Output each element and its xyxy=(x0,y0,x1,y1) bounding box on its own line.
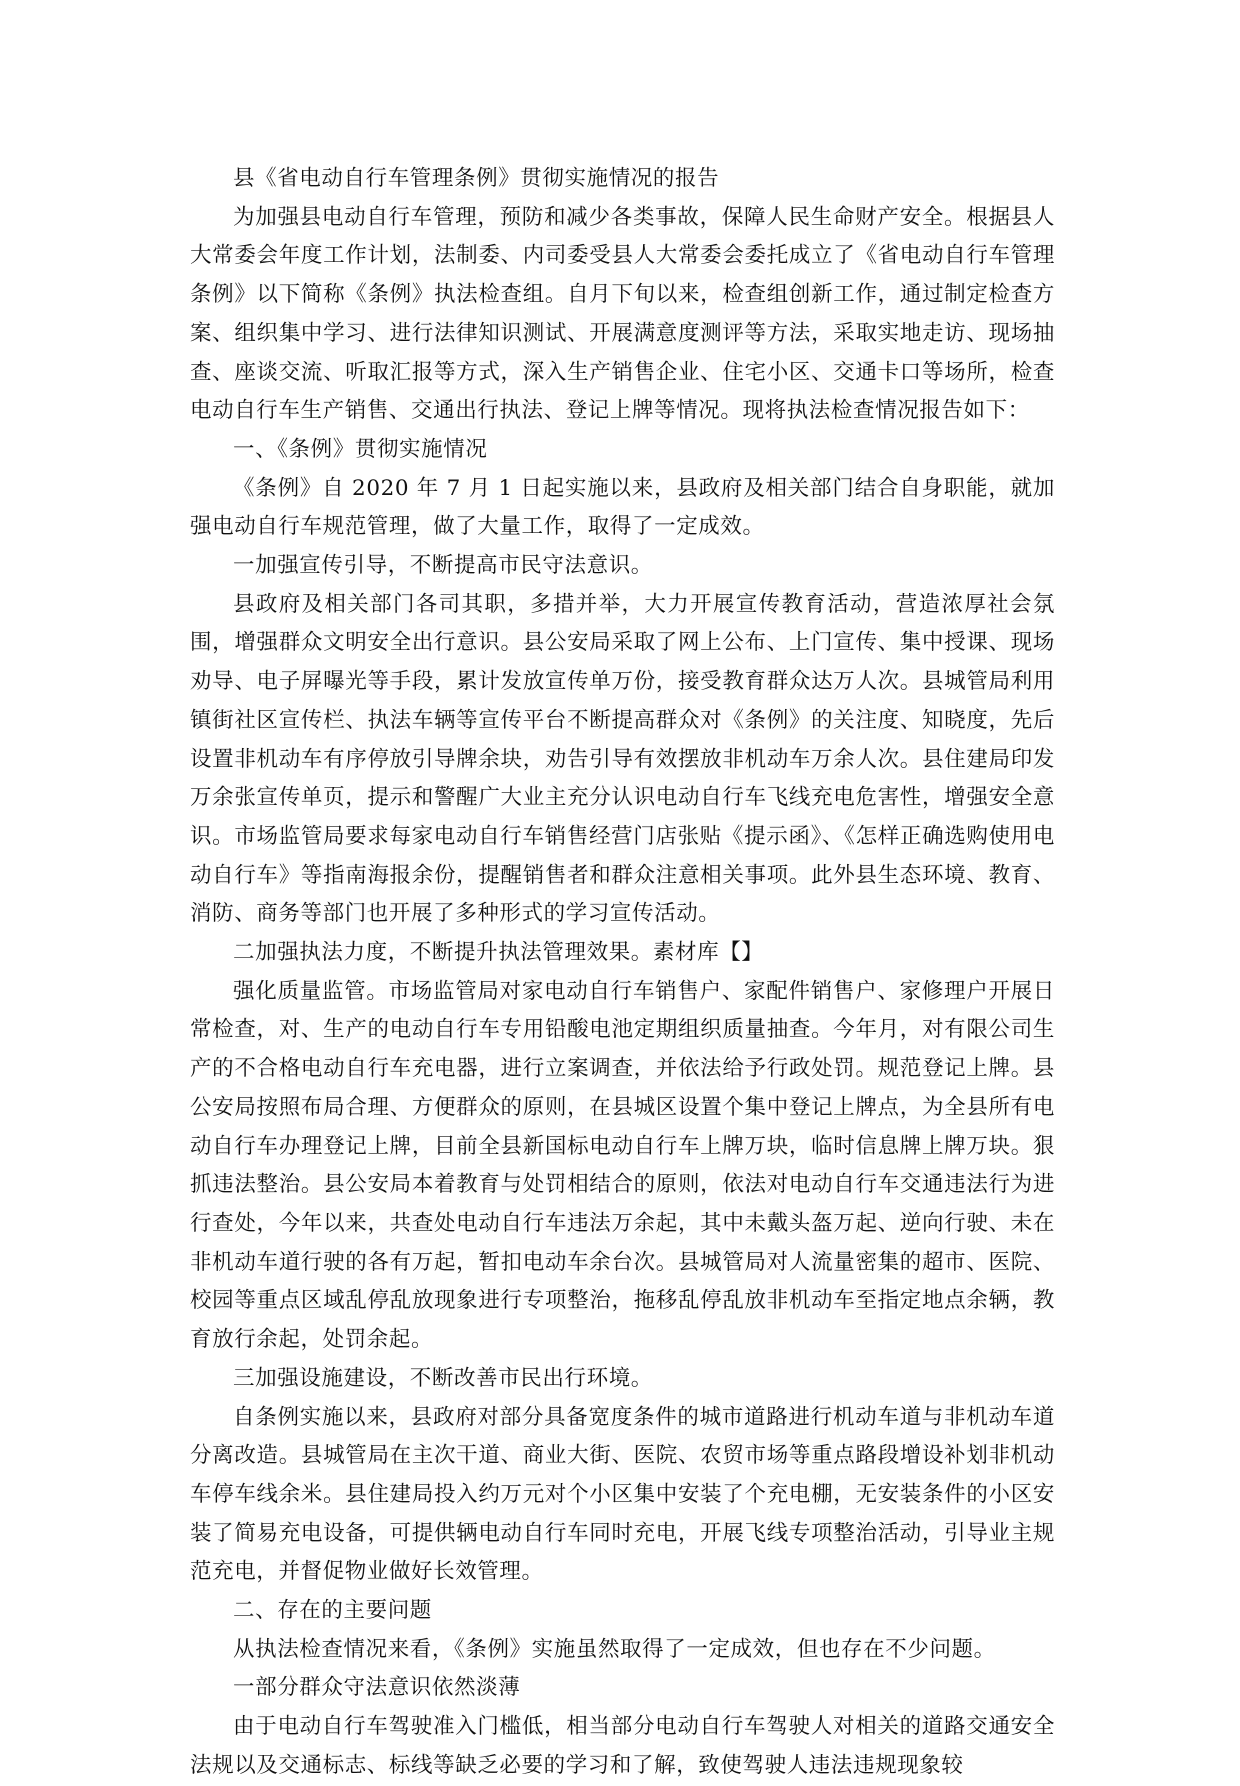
paragraph-facilities: 自条例实施以来，县政府对部分具备宽度条件的城市道路进行机动车道与非机动车道分离改造。县城管局在主次干道、商业大街、医院、农贸市场等重点路段增设补划非机动车停车线余米。县住建局投入约万元对个小区集中安装了个充电棚，无安装条件的小区安装了简易充电设备，可提供辆电动自行车同时充电，开展飞线专项整治活动，引导业主规范充电，并督促物业做好长效管理。 xyxy=(190,1404,1055,1585)
paragraph-enforcement: 强化质量监管。市场监管局对家电动自行车销售户、家配件销售户、家修理户开展日常检查，对、生产的电动自行车专用铅酸电池定期组织质量抽查。今年月，对有限公司生产的不合格电动自行车充电器，进行立案调查，并依法给予行政处罚。规范登记上牌。县公安局按照布局合理、方便群众的原则，在县城区设置个集中登记上牌点，为全县所有电动自行车办理登记上牌，目前全县新国标电动自行车上牌万块，临时信息牌上牌万块。狠抓违法整治。县公安局本着教育与处罚相结合的原则，依法对电动自行车交通违法行为进行查处，今年以来，共查处电动自行车违法万余起，其中未戴头盔万起、逆向行驶、未在非机动车道行驶的各有万起，暂扣电动车余台次。县城管局对人流量密集的超市、医院、校园等重点区域乱停乱放现象进行专项整治，拖移乱停乱放非机动车至指定地点余辆，教育放行余起，处罚余起。 xyxy=(190,978,1055,1353)
paragraph-publicity: 县政府及相关部门各司其职，多措并举，大力开展宣传教育活动，营造浓厚社会氛围，增强群众文明安全出行意识。县公安局采取了网上公布、上门宣传、集中授课、现场劝导、电子屏曝光等手段，累计发放宣传单万份，接受教育群众达万人次。县城管局利用镇街社区宣传栏、执法车辆等宣传平台不断提高群众对《条例》的关注度、知晓度，先后设置非机动车有序停放引导牌余块，劝告引导有效摆放非机动车万余人次。县住建局印发万余张宣传单页，提示和警醒广大业主充分认识电动自行车飞线充电危害性，增强安全意识。市场监管局要求每家电动自行车销售经营门店张贴《提示函》、《怎样正确选购使用电动自行车》等指南海报余份，提醒销售者和群众注意相关事项。此外县生态环境、教育、消防、商务等部门也开展了多种形式的学习宣传活动。 xyxy=(190,591,1055,927)
paragraph-awareness: 由于电动自行车驾驶准入门槛低，相当部分电动自行车驾驶人对相关的道路交通安全法规以及交通标志、标线等缺乏必要的学习和了解，致使驾驶人违法违规现象较 xyxy=(190,1714,1055,1778)
subheading-enforcement: 二加强执法力度，不断提升执法管理效果。素材库【】 xyxy=(233,940,764,966)
section-heading-problems: 二、存在的主要问题 xyxy=(233,1598,432,1624)
paragraph-problems-summary: 从执法检查情况来看，《条例》实施虽然取得了一定成效，但也存在不少问题。 xyxy=(233,1636,996,1662)
document-title: 县《省电动自行车管理条例》贯彻实施情况的报告 xyxy=(233,166,720,191)
subheading-facilities: 三加强设施建设，不断改善市民出行环境。 xyxy=(233,1365,653,1391)
subheading-publicity: 一加强宣传引导，不断提高市民守法意识。 xyxy=(233,553,653,579)
section-heading-implementation: 一、《条例》贯彻实施情况 xyxy=(233,436,488,462)
subheading-awareness: 一部分群众守法意识依然淡薄 xyxy=(233,1675,521,1701)
paragraph-intro: 为加强县电动自行车管理，预防和减少各类事故，保障人民生命财产安全。根据县人大常委会年度工作计划，法制委、内司委受县人大常委会委托成立了《省电动自行车管理条例》以下简称《条例》执法检查组。自月下旬以来，检查组创新工作，通过制定检查方案、组织集中学习、进行法律知识测试、开展满意度测评等方法，采取实地走访、现场抽查、座谈交流、听取汇报等方式，深入生产销售企业、住宅小区、交通卡口等场所，检查电动自行车生产销售、交通出行执法、登记上牌等情况。现将执法检查情况报告如下： xyxy=(190,204,1055,424)
paragraph-implementation-summary: 《条例》自 2020 年 7 月 1 日起实施以来，县政府及相关部门结合自身职能，就加强电动自行车规范管理，做了大量工作，取得了一定成效。 xyxy=(190,475,1055,540)
document-body xyxy=(190,160,1055,1786)
